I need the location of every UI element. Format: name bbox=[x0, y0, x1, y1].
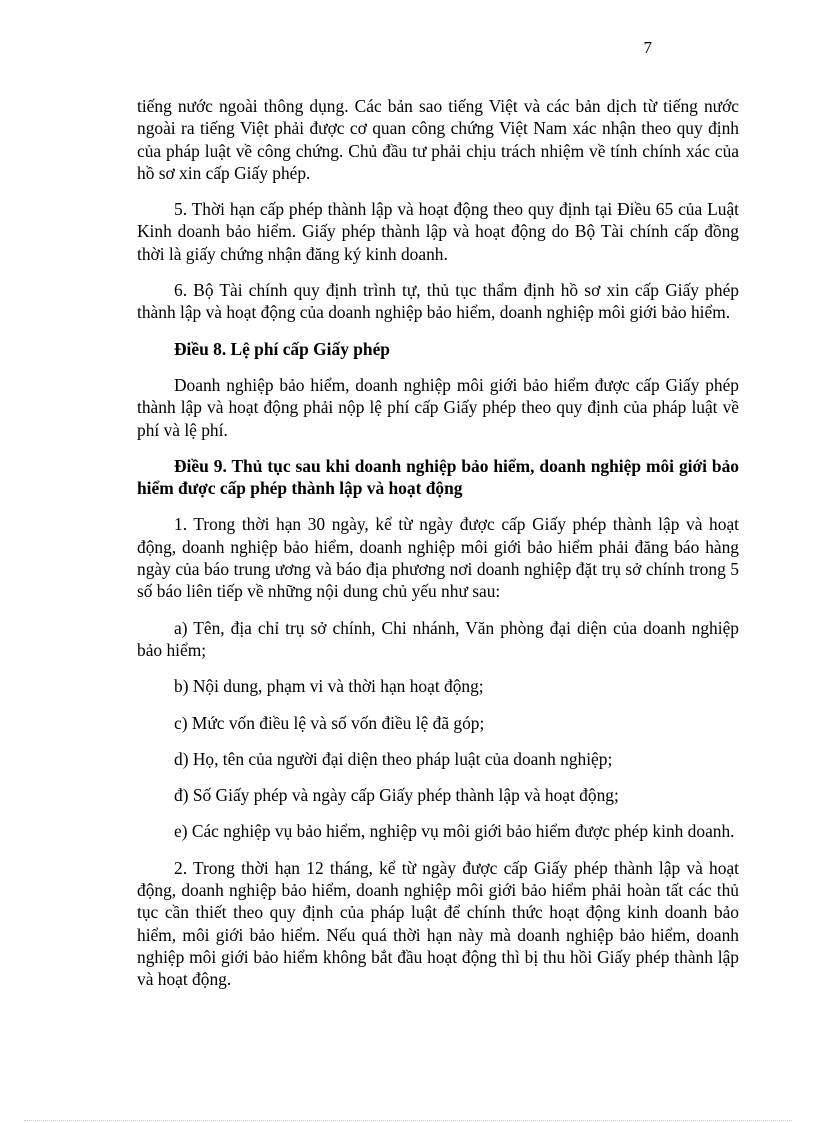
article-9-clause-2: 2. Trong thời hạn 12 tháng, kể từ ngày được cấp Giấy phép thành lập và hoạt động, doanh nghiệp bảo hiểm, doanh nghiệp môi giới bảo hiểm phải hoàn tất các thủ tục cần thiết theo quy định của pháp luật để chính thức hoạt động kinh doanh bảo hiểm, môi giới bảo hiểm. Nếu quá thời hạn này mà doanh nghiệp bảo hiểm, doanh nghiệp môi giới bảo hiểm không bắt đầu hoạt động thì bị thu hồi Giấy phép thành lập và hoạt động. bbox=[137, 857, 739, 990]
page-bottom-divider bbox=[24, 1120, 792, 1121]
document-body bbox=[137, 95, 739, 1005]
list-item-c: c) Mức vốn điều lệ và số vốn điều lệ đã góp; bbox=[174, 712, 485, 733]
page-number: 7 bbox=[643, 38, 652, 57]
article-8-heading: Điều 8. Lệ phí cấp Giấy phép bbox=[174, 338, 390, 359]
clause-6: 6. Bộ Tài chính quy định trình tự, thủ tục thẩm định hồ sơ xin cấp Giấy phép thành lập và hoạt động của doanh nghiệp bảo hiểm, doanh nghiệp môi giới bảo hiểm. bbox=[137, 280, 739, 323]
article-8-body: Doanh nghiệp bảo hiểm, doanh nghiệp môi giới bảo hiểm được cấp Giấy phép thành lập và hoạt động phải nộp lệ phí cấp Giấy phép theo quy định của pháp luật về phí và lệ phí. bbox=[137, 374, 739, 440]
list-item-e: e) Các nghiệp vụ bảo hiểm, nghiệp vụ môi giới bảo hiểm được phép kinh doanh. bbox=[174, 821, 735, 842]
paragraph-continued: tiếng nước ngoài thông dụng. Các bản sao tiếng Việt và các bản dịch từ tiếng nước ngoài ra tiếng Việt phải được cơ quan công chứng Việt Nam xác nhận theo quy định của pháp luật về công chứng. Chủ đầu tư phải chịu trách nhiệm về tính chính xác của hồ sơ xin cấp Giấy phép. bbox=[137, 96, 739, 183]
list-item-b: b) Nội dung, phạm vi và thời hạn hoạt động; bbox=[174, 676, 484, 697]
article-9-clause-1: 1. Trong thời hạn 30 ngày, kể từ ngày được cấp Giấy phép thành lập và hoạt động, doanh nghiệp bảo hiểm, doanh nghiệp môi giới bảo hiểm phải đăng báo hàng ngày của báo trung ương và báo địa phương nơi doanh nghiệp đặt trụ sở chính trong 5 số báo liên tiếp về những nội dung chủ yếu như sau: bbox=[137, 514, 739, 602]
list-item-dd: đ) Số Giấy phép và ngày cấp Giấy phép thành lập và hoạt động; bbox=[174, 785, 619, 806]
clause-5: 5. Thời hạn cấp phép thành lập và hoạt động theo quy định tại Điều 65 của Luật Kinh doanh bảo hiểm. Giấy phép thành lập và hoạt động do Bộ Tài chính cấp đồng thời là giấy chứng nhận đăng ký kinh doanh. bbox=[137, 199, 739, 264]
article-9-heading: Điều 9. Thủ tục sau khi doanh nghiệp bảo hiểm, doanh nghiệp môi giới bảo hiểm được cấp phép thành lập và hoạt động bbox=[137, 455, 739, 499]
list-item-d: d) Họ, tên của người đại diện theo pháp luật của doanh nghiệp; bbox=[174, 748, 613, 769]
list-item-a: a) Tên, địa chỉ trụ sở chính, Chi nhánh, Văn phòng đại diện của doanh nghiệp bảo hiểm; bbox=[137, 617, 739, 660]
